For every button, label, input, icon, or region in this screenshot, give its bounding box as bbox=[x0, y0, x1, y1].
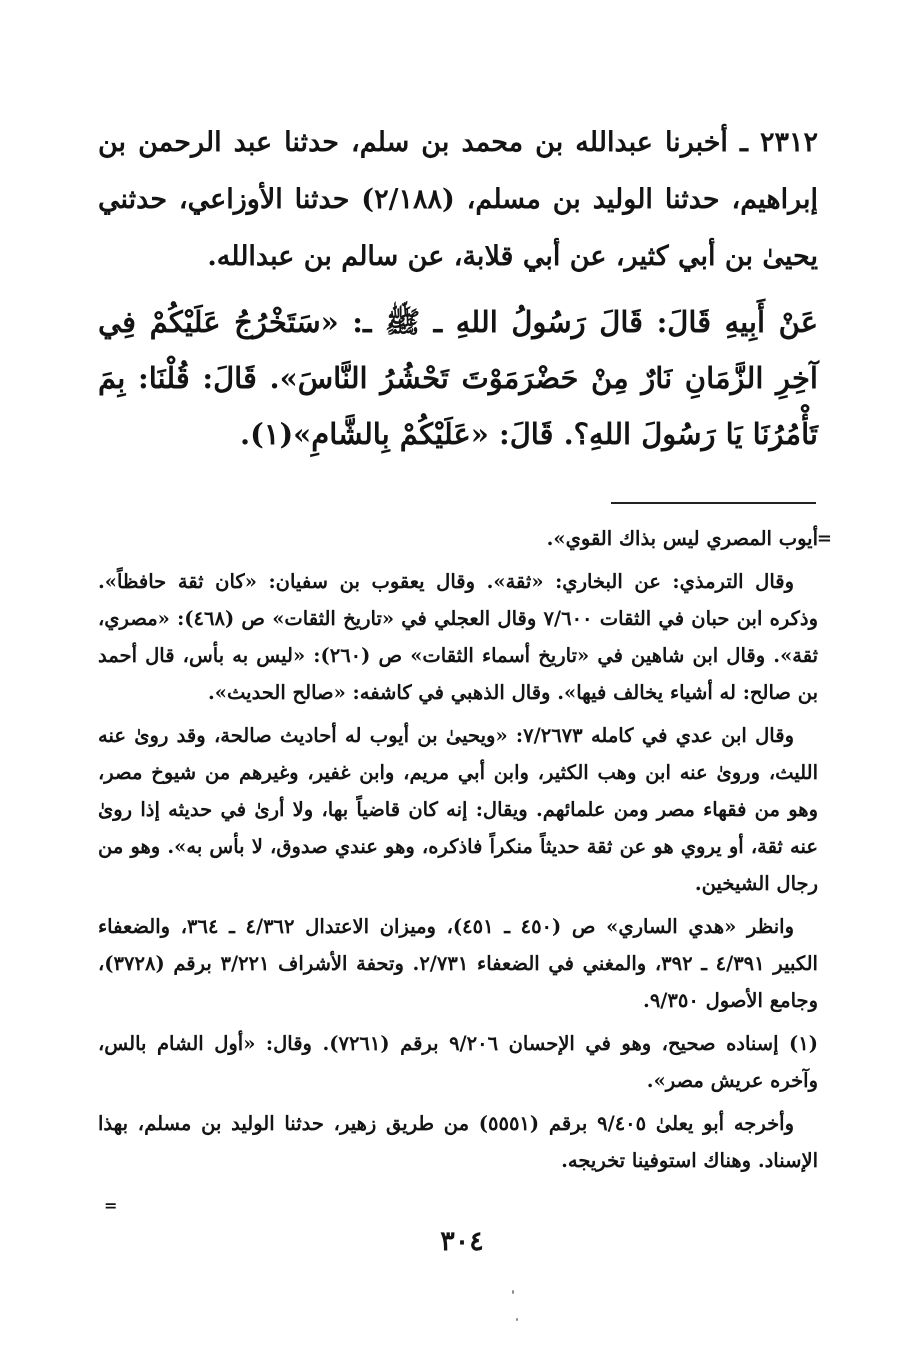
footnote-paragraph: وقال ابن عدي في كامله ٧/٢٦٧٣: «ويحيىٰ بن أيوب له أحاديث صالحة، وقد روىٰ عنه الليث، وروىٰ عنه ابن وهب الكثير، وابن أبي مريم، وابن غفير، وغيرهم من شيوخ مصر، وهو من فقهاء مصر ومن علمائهم. ويقال: إنه كان قاضياً بها، ولا أرىٰ في حديثه إذا روىٰ عنه ثقة، أو يروي هو عن ثقة حديثاً منكراً فاذكره، وهو عندي صدوق، لا بأس به». وهو من رجال الشيخين. bbox=[98, 724, 818, 895]
page-number: ٣٠٤ bbox=[440, 1226, 484, 1257]
footnote-divider bbox=[611, 502, 816, 504]
scan-speck bbox=[516, 1318, 518, 1321]
hadith-matn: عَنْ أَبِيهِ قَالَ: قَالَ رَسُولُ اللهِ ـ ﷺ ـ: «سَتَخْرُجُ عَلَيْكُمْ فِي آخِرِ الزَّمَانِ نَارٌ مِنْ حَضْرَمَوْتَ تَحْشُرُ النَّاسَ». قَالَ: قُلْنَا: بِمَ تَأْمُرُنَا يَا رَسُولَ اللهِ؟. قَالَ: «عَلَيْكُمْ بِالشَّامِ»(١). bbox=[98, 305, 818, 451]
footnote-paragraph: وأخرجه أبو يعلىٰ ٩/٤٠٥ برقم (٥٥٥١) من طريق زهير، حدثنا الوليد بن مسلم، بهذا الإسناد. وهناك استوفينا تخريجه. bbox=[98, 1112, 818, 1172]
footnote-paragraph: وانظر «هدي الساري» ص (٤٥٠ ـ ٤٥١)، وميزان الاعتدال ٤/٣٦٢ ـ ٣٦٤، والضعفاء الكبير ٤/٣٩١ ـ ٣٩٢، والمغني في الضعفاء ٢/٧٣١. وتحفة الأشراف ٣/٢٢١ برقم (٣٧٢٨)، وجامع الأصول ٩/٣٥٠. bbox=[98, 915, 818, 1012]
hadith-isnad bbox=[98, 114, 818, 285]
footnote-paragraph: وقال الترمذي: عن البخاري: «ثقة». وقال يعقوب بن سفيان: «كان ثقة حافظاً». وذكره ابن حبان في الثقات ٧/٦٠٠ وقال العجلي في «تاريخ الثقات» ص (٤٦٨): «مصري، ثقة». وقال ابن شاهين في «تاريخ أسماء الثقات» ص (٢٦٠): «ليس به بأس، قال أحمد بن صالح: له أشياء يخالف فيها». وقال الذهبي في كاشفه: «صالح الحديث». bbox=[98, 570, 818, 704]
hadith-isnad-text: ـ أخبرنا عبدالله بن محمد بن سلم، حدثنا عبد الرحمن بن إبراهيم، حدثنا الوليد بن مسلم، (٢/١٨٨) حدثنا الأوزاعي، حدثني يحيىٰ بن أبي كثير، عن أبي قلابة، عن سالم بن عبدالله. bbox=[98, 127, 818, 272]
footnote-paragraph: أيوب المصري ليس بذاك القوي». bbox=[546, 527, 818, 550]
scan-speck bbox=[512, 1290, 514, 1294]
footnotes bbox=[98, 520, 818, 1185]
footnote-end-mark: = bbox=[104, 1196, 118, 1215]
footnote-continuation-mark: = bbox=[816, 528, 832, 549]
footnote-paragraph: (١) إسناده صحيح، وهو في الإحسان ٩/٢٠٦ برقم (٧٢٦١). وقال: «أول الشام بالس، وآخره عريش مصر». bbox=[98, 1032, 819, 1092]
hadith-number: ٢٣١٢ bbox=[759, 127, 818, 158]
